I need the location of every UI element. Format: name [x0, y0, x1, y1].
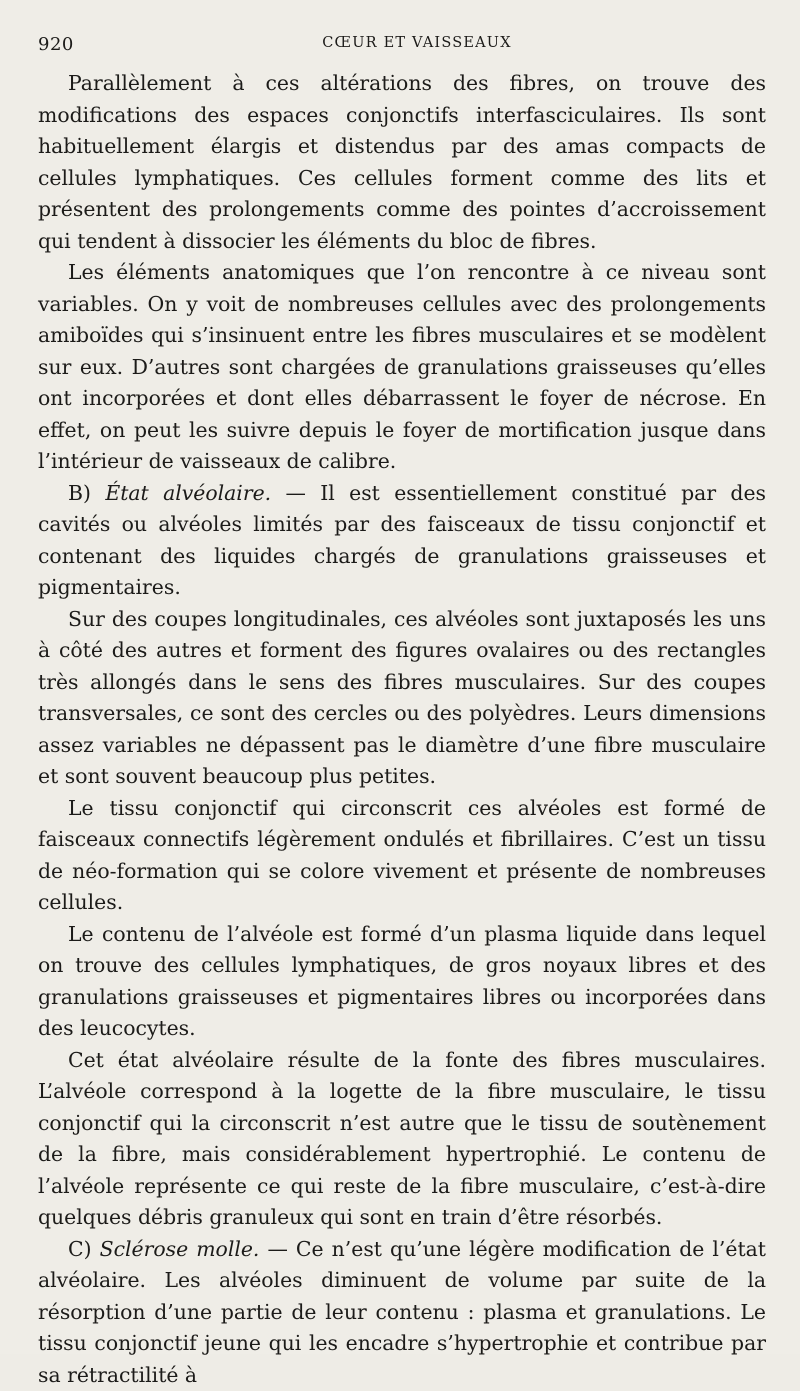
paragraph	[38, 793, 766, 919]
paragraph	[38, 68, 766, 257]
section-title: État alvéolaire.	[105, 481, 271, 505]
body-text	[38, 68, 766, 1391]
paragraph-text: — Ce n’est qu’une légère modification de l’état alvéolaire. Les alvéoles diminuent de volume par suite de la résorption d’une partie de leur contenu : plasma et granulations. Le tissu conjonctif jeune qui les encadre s’hypertrophie et contribue par sa rétractilité à	[38, 1237, 766, 1387]
paragraph	[38, 604, 766, 793]
running-head	[38, 32, 766, 60]
paragraph-text: Parallèlement à ces altérations des fibres, on trouve des modifications des espaces conjonctifs interfasciculaires. Ils sont habituellement élargis et distendus par des amas compacts de cellules lymphatiques. Ces cellules forment comme des lits et présentent des prolongements comme des pointes d’accroissement qui tendent à dissocier les éléments du bloc de fibres.	[38, 71, 766, 253]
paragraph-text: Cet état alvéolaire résulte de la fonte des fibres musculaires. L’alvéole correspond à la logette de la fibre musculaire, le tissu conjonctif qui la circonscrit n’est autre que le tissu de soutènement de la fibre, mais considérablement hypertrophié. Le contenu de l’alvéole représente ce qui reste de la fibre musculaire, c’est-à-dire quelques débris granuleux qui sont en train d’être résorbés.	[38, 1048, 766, 1230]
paragraph	[38, 1045, 766, 1234]
paragraph-text: Le contenu de l’alvéole est formé d’un plasma liquide dans lequel on trouve des cellules lymphatiques, de gros noyaux libres et des granulations graisseuses et pigmentaires libres ou incorporées dans des leucocytes.	[38, 922, 766, 1041]
paragraph-text: — Il est essentiellement constitué par des cavités ou alvéoles limités par des faisceaux de tissu conjonctif et contenant des liquides chargés de granulations graisseuses et pigmentaires.	[38, 481, 766, 600]
section-title: Sclérose molle.	[100, 1237, 260, 1261]
paragraph	[38, 257, 766, 478]
page-number: 920	[38, 34, 74, 55]
paragraph	[38, 919, 766, 1045]
paragraph-text: Sur des coupes longitudinales, ces alvéoles sont juxtaposés les uns à côté des autres et forment des figures ovalaires ou des rectangles très allongés dans le sens des fibres musculaires. Sur des coupes transversales, ce sont des cercles ou des polyèdres. Leurs dimensions assez variables ne dépassent pas le diamètre d’une fibre musculaire et sont souvent beaucoup plus petites.	[38, 607, 766, 789]
paragraph-text: Le tissu conjonctif qui circonscrit ces alvéoles est formé de faisceaux connectifs légèrement ondulés et fibrillaires. C’est un tissu de néo-formation qui se colore vivement et présente de nombreuses cellules.	[38, 796, 766, 915]
paragraph-text: Les éléments anatomiques que l’on rencontre à ce niveau sont variables. On y voit de nombreuses cellules avec des prolongements amiboïdes qui s’insinuent entre les fibres musculaires et se modèlent sur eux. D’autres sont chargées de granulations graisseuses qu’elles ont incorporées et dont elles débarrassent le foyer de nécrose. En effet, on peut les suivre depuis le foyer de mortification jusque dans l’intérieur de vaisseaux de calibre.	[38, 260, 766, 473]
section-c-paragraph	[38, 1234, 766, 1391]
section-label: B)	[68, 481, 91, 505]
section-label: C)	[68, 1237, 92, 1261]
section-b-paragraph	[38, 478, 766, 604]
running-title: CŒUR ET VAISSEAUX	[38, 35, 766, 51]
